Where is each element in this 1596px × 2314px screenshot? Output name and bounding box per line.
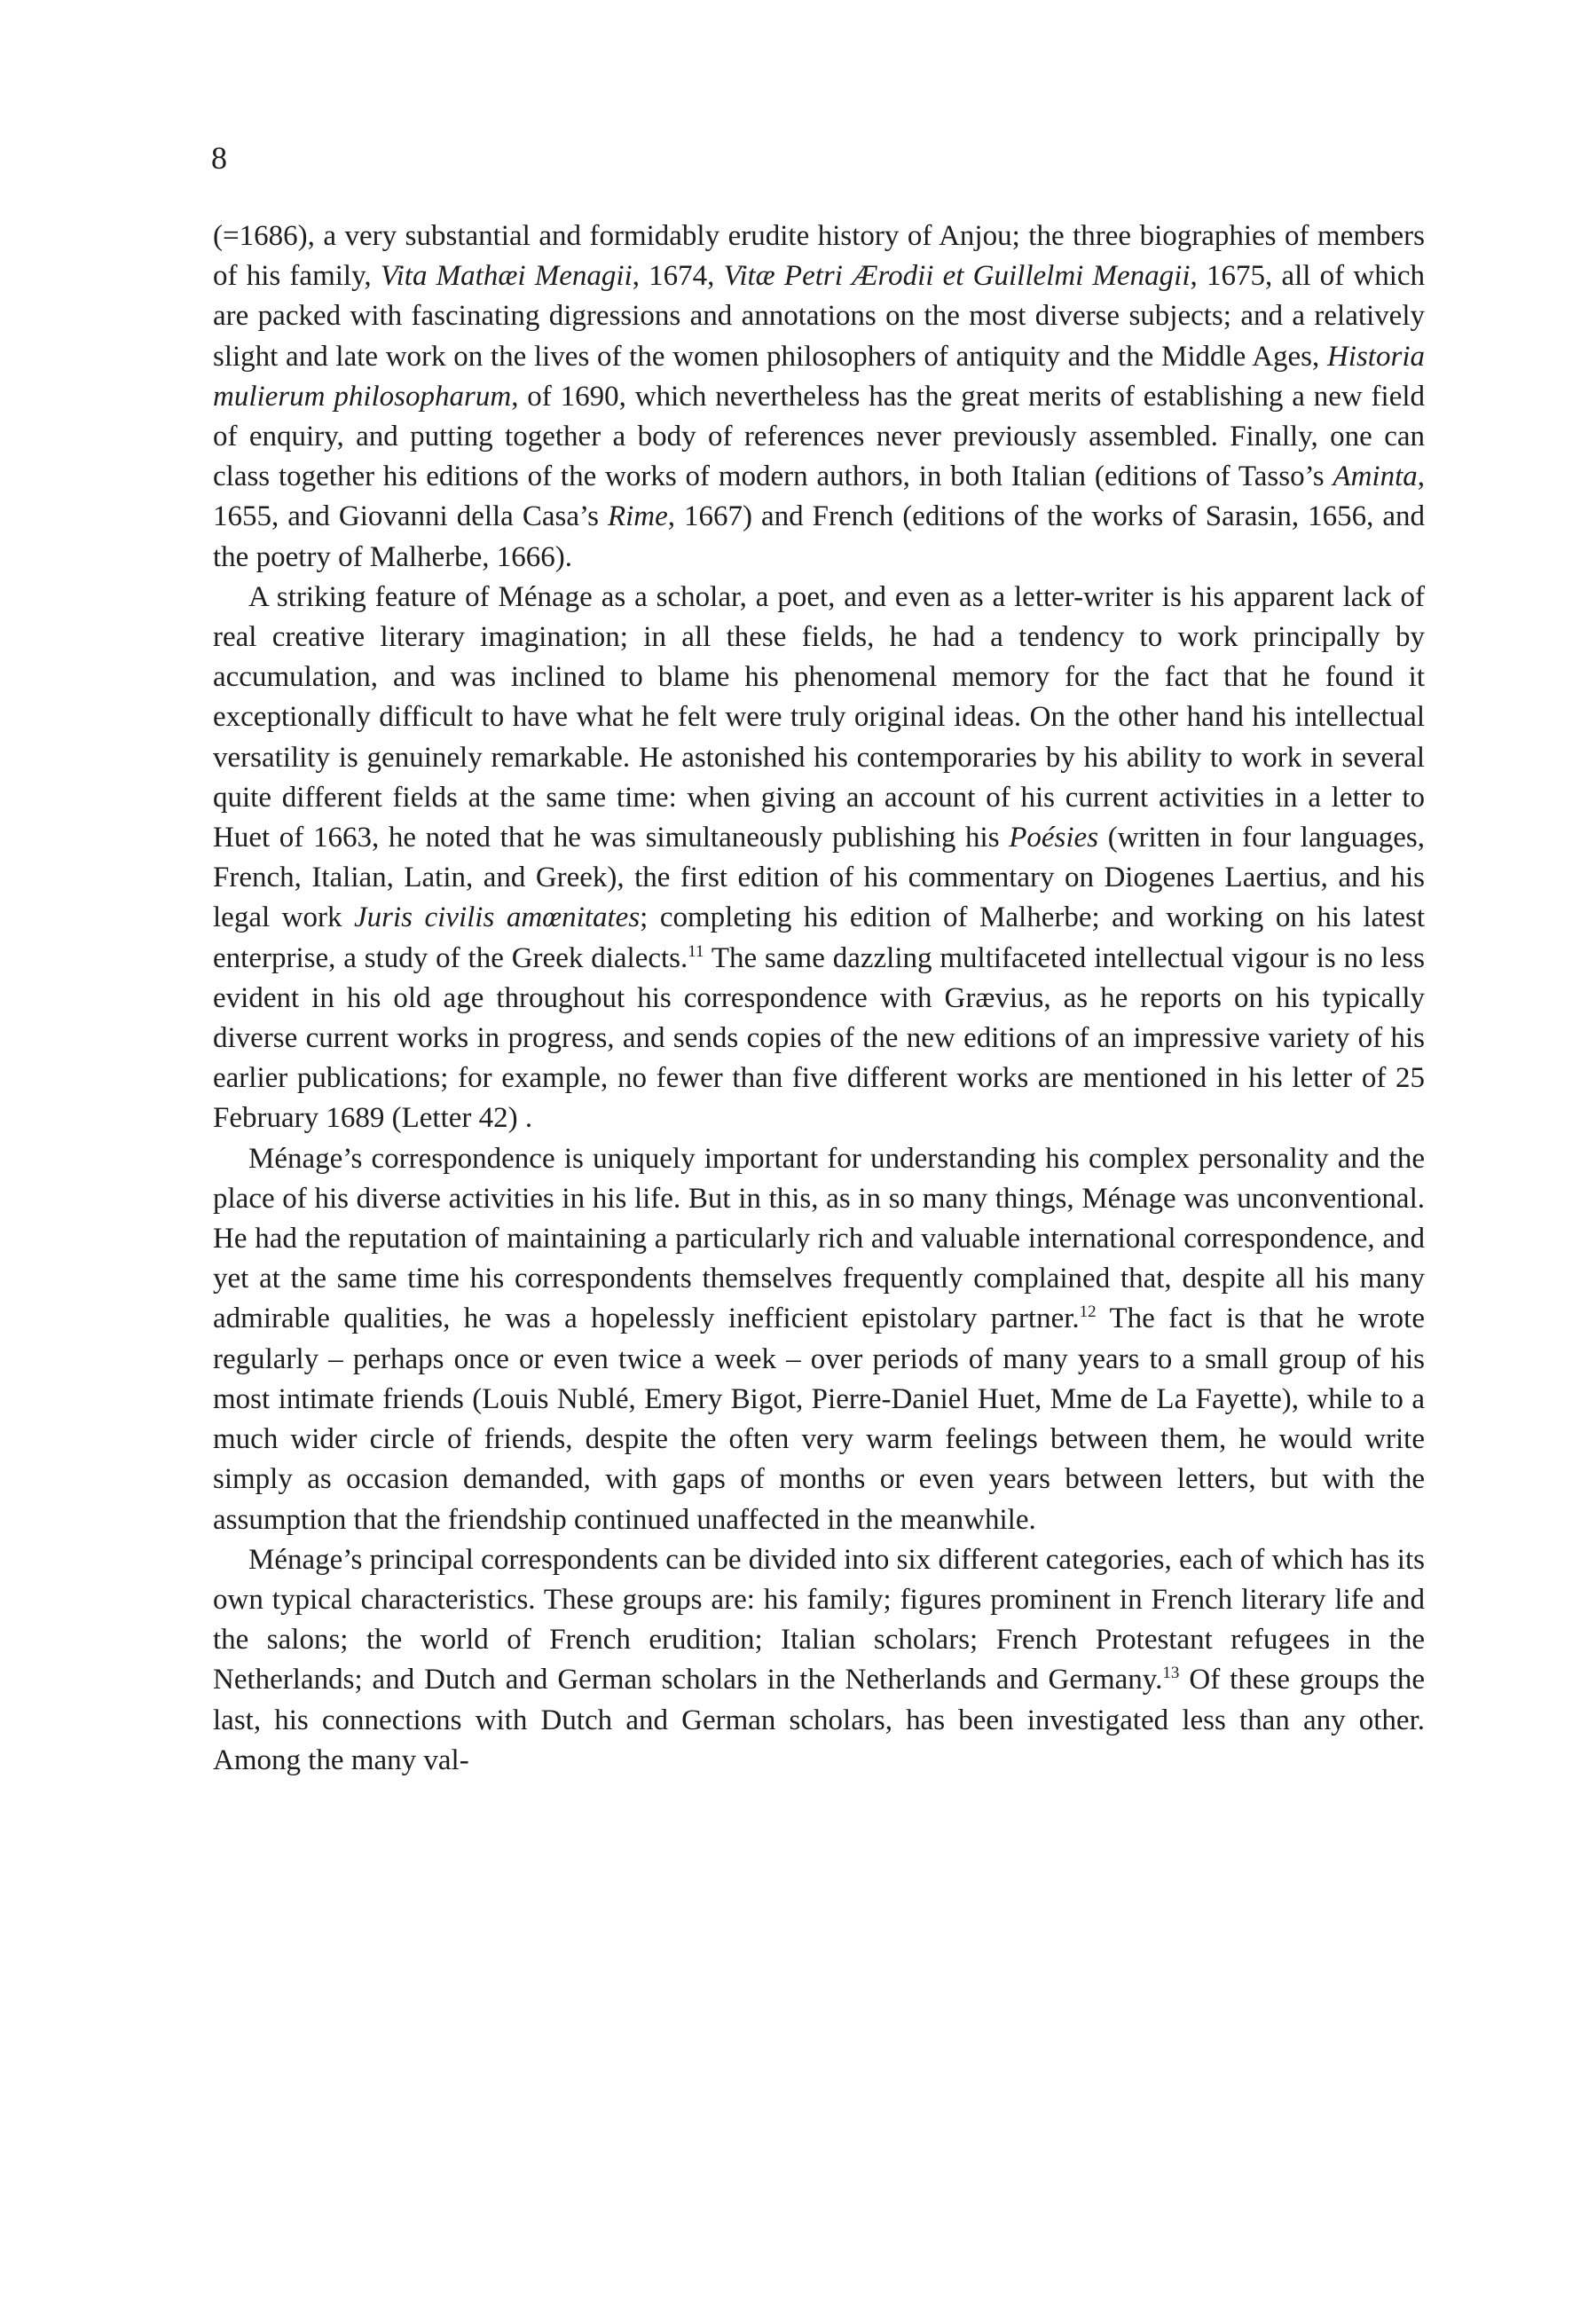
italic-title: Historia mulierum philosopharum — [213, 340, 1425, 413]
text-run: Ménage’s correspondence is uniquely important for understanding his complex personality and the place of his diverse activities in his life. But in this, as in so many things, Ménage was unconventional. He had the reputation of maintaining a particularly rich and valuable international correspondence, and yet at the same time his correspondents themselves frequently complained that, despite all his many admirable qualities, he was a hopelessly inefficient epistolary partner. — [213, 1142, 1425, 1335]
italic-title: Vitæ Petri Ærodii et Guillelmi Menagii — [723, 260, 1191, 293]
paragraph — [213, 1540, 1425, 1781]
text-run: , 1675, all of which are packed with fascinating digressions and annotations on the most diverse subjects; and a relatively slight and late work on the lives of the women philosophers of antiquity and the Middle Ages, — [213, 260, 1426, 373]
text-run: , 1655, and Giovanni della Casa’s — [213, 460, 1425, 533]
text-run: (=1686), a very substantial and formidably erudite history of Anjou; the three biographies of members of his family, — [213, 220, 1425, 293]
paragraph — [213, 1139, 1425, 1540]
text-run: , 1667) and French (editions of the works of Sarasin, 1656, and the poetry of Malherbe, 1666). — [213, 500, 1425, 573]
paragraph — [213, 216, 1425, 578]
text-run: , of 1690, which nevertheless has the great merits of establishing a new field of enquiry, and putting together a body of references never previously assembled. Finally, one can class together his editions of the works of modern authors, in both Italian (editions of Tasso’s — [213, 380, 1426, 493]
text-run: Ménage’s principal correspondents can be divided into six different categories, each of which has its own typical characteristics. These groups are: his family; figures prominent in French literary life and the salons; the world of French erudition; Italian scholars; French Protestant refugees in the Netherlands; and Dutch and German scholars in the Netherlands and Germany. — [213, 1543, 1425, 1696]
text-run: (written in four languages, French, Italian, Latin, and Greek), the first edition of his commentary on Diogenes Laertius, and his legal work — [213, 822, 1425, 934]
text-run: The fact is that he wrote regularly – perhaps once or even twice a week – over periods of many years to a small group of his most intimate friends (Louis Nublé, Emery Bigot, Pierre-Daniel Huet, Mme de La Fayette), while to a much wider circle of friends, despite the often very warm feelings between them, he would write simply as occasion demanded, with gaps of months or even years between letters, but with the assumption that the friendship continued unaffected in the meanwhile. — [213, 1303, 1425, 1536]
footnote-ref: 13 — [1162, 1664, 1180, 1683]
footnote-ref: 11 — [688, 941, 704, 961]
paragraph — [213, 578, 1425, 1139]
italic-title: Rime — [607, 500, 668, 533]
italic-title: Poésies — [1009, 822, 1099, 854]
text-run: ; completing his edition of Malherbe; and working on his latest enterprise, a study of the Greek dialects. — [213, 901, 1426, 974]
page-number: 8 — [211, 140, 227, 176]
italic-title: Aminta — [1333, 460, 1418, 493]
text-run: , 1674, — [632, 260, 724, 293]
text-run: Of these groups the last, his connections with Dutch and German scholars, has been investigated less than any other. Among the many val- — [213, 1664, 1425, 1776]
text-run: The same dazzling multifaceted intellectual vigour is no less evident in his old age throughout his correspondence with Grævius, as he reports on his typically diverse current works in progress, and sends copies of the new editions of an impressive variety of his earlier publications; for example, no fewer than five different works are mentioned in his letter of 25 February 1689 (Letter 42) . — [213, 941, 1425, 1135]
footnote-ref: 12 — [1079, 1303, 1097, 1322]
italic-title: Vita Mathæi Menagii — [380, 260, 633, 293]
text-run: A striking feature of Ménage as a scholar, a poet, and even as a letter-writer is his apparent lack of real creative literary imagination; in all these fields, he had a tendency to work principally by accumulation, and was inclined to blame his phenomenal memory for the fact that he found it exceptionally difficult to have what he felt were truly original ideas. On the other hand his intellectual versatility is genuinely remarkable. He astonished his contemporaries by his ability to work in several quite different fields at the same time: when giving an account of his current activities in a letter to Huet of 1663, he noted that he was simultaneously publishing his — [213, 580, 1425, 854]
italic-title: Juris civilis amœnitates — [353, 901, 641, 934]
body-text — [213, 216, 1425, 1781]
